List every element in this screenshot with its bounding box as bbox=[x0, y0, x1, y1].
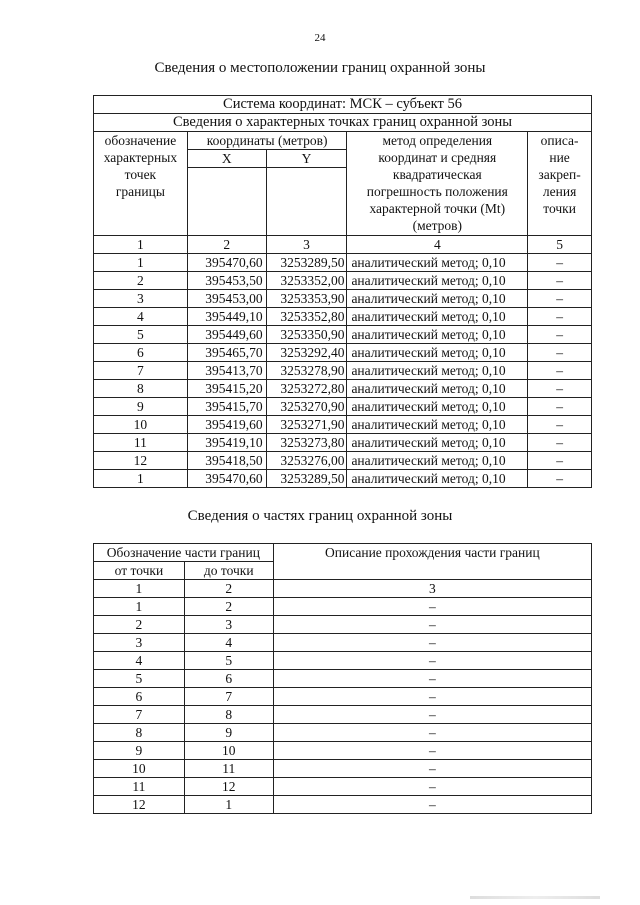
from-point: 5 bbox=[94, 670, 185, 688]
header-method-line: погрешность положения bbox=[366, 184, 508, 199]
point-number: 7 bbox=[94, 362, 188, 380]
point-number: 6 bbox=[94, 344, 188, 362]
table-row bbox=[94, 272, 592, 290]
header-description-line: закреп- bbox=[538, 167, 581, 182]
header-method-line: характерной точки (Mt) bbox=[369, 201, 506, 216]
point-number: 3 bbox=[94, 290, 188, 308]
point-number: 5 bbox=[94, 326, 188, 344]
point-description: – bbox=[528, 416, 592, 434]
page-number: 24 bbox=[314, 32, 326, 44]
method: аналитический метод; 0,10 bbox=[347, 434, 528, 452]
coord-y: 3253350,90 bbox=[266, 326, 347, 344]
coord-x: 395453,50 bbox=[187, 272, 266, 290]
coord-x: 395419,10 bbox=[187, 434, 266, 452]
part-description: – bbox=[273, 760, 591, 778]
column-number: 3 bbox=[273, 580, 591, 598]
coord-y: 3253270,90 bbox=[266, 398, 347, 416]
point-number: 1 bbox=[94, 470, 188, 488]
header-designation-line: обозначение bbox=[104, 133, 177, 148]
title-location: Сведения о местоположении границ охранной зоны bbox=[154, 60, 486, 76]
header-method-line: метод определения bbox=[382, 133, 493, 148]
method: аналитический метод; 0,10 bbox=[347, 452, 528, 470]
to-point: 9 bbox=[184, 724, 273, 742]
method: аналитический метод; 0,10 bbox=[347, 416, 528, 434]
header-part: Обозначение части границ bbox=[94, 544, 274, 562]
to-point: 10 bbox=[184, 742, 273, 760]
point-description: – bbox=[528, 272, 592, 290]
part-description: – bbox=[273, 706, 591, 724]
coord-y: 3253352,00 bbox=[266, 272, 347, 290]
header-method-line: координат и средняя bbox=[378, 150, 497, 165]
coordinate-system: Система координат: МСК – субъект 56 bbox=[94, 96, 592, 114]
from-point: 11 bbox=[94, 778, 185, 796]
to-point: 12 bbox=[184, 778, 273, 796]
point-number: 1 bbox=[94, 254, 188, 272]
point-description: – bbox=[528, 434, 592, 452]
from-point: 9 bbox=[94, 742, 185, 760]
coord-x: 395453,00 bbox=[187, 290, 266, 308]
table-row bbox=[94, 398, 592, 416]
table-row bbox=[94, 452, 592, 470]
header-designation bbox=[94, 132, 188, 236]
point-description: – bbox=[528, 344, 592, 362]
table-row bbox=[94, 778, 592, 796]
part-description: – bbox=[273, 724, 591, 742]
coord-y: 3253276,00 bbox=[266, 452, 347, 470]
column-number: 1 bbox=[94, 236, 188, 254]
coord-y: 3253289,50 bbox=[266, 254, 347, 272]
method: аналитический метод; 0,10 bbox=[347, 362, 528, 380]
coord-y: 3253272,80 bbox=[266, 380, 347, 398]
point-number: 4 bbox=[94, 308, 188, 326]
header-designation-line: границы bbox=[115, 184, 165, 199]
to-point: 11 bbox=[184, 760, 273, 778]
method: аналитический метод; 0,10 bbox=[347, 344, 528, 362]
header-method-line: квадратическая bbox=[392, 167, 482, 182]
coord-y: 3253292,40 bbox=[266, 344, 347, 362]
part-description: – bbox=[273, 634, 591, 652]
point-number: 9 bbox=[94, 398, 188, 416]
header-method bbox=[347, 132, 528, 236]
header-x-spacer bbox=[187, 168, 266, 236]
table-row bbox=[94, 760, 592, 778]
header-coordinates: координаты (метров) bbox=[187, 132, 347, 150]
table-row bbox=[94, 434, 592, 452]
to-point: 8 bbox=[184, 706, 273, 724]
table-row bbox=[94, 724, 592, 742]
method: аналитический метод; 0,10 bbox=[347, 254, 528, 272]
header-designation-line: точек bbox=[124, 167, 157, 182]
part-description: – bbox=[273, 670, 591, 688]
method: аналитический метод; 0,10 bbox=[347, 308, 528, 326]
from-point: 1 bbox=[94, 598, 185, 616]
header-method-line: (метров) bbox=[412, 218, 463, 233]
table-row bbox=[94, 416, 592, 434]
coord-y: 3253289,50 bbox=[266, 470, 347, 488]
part-description: – bbox=[273, 652, 591, 670]
part-description: – bbox=[273, 598, 591, 616]
table-row bbox=[94, 742, 592, 760]
part-description: – bbox=[273, 796, 591, 814]
point-number: 11 bbox=[94, 434, 188, 452]
point-description: – bbox=[528, 470, 592, 488]
coord-y: 3253271,90 bbox=[266, 416, 347, 434]
to-point: 7 bbox=[184, 688, 273, 706]
coord-x: 395413,70 bbox=[187, 362, 266, 380]
header-description-line: ления bbox=[542, 184, 577, 199]
coord-x: 395449,60 bbox=[187, 326, 266, 344]
coord-x: 395415,70 bbox=[187, 398, 266, 416]
point-description: – bbox=[528, 452, 592, 470]
points-subtitle: Сведения о характерных точках границ охранной зоны bbox=[94, 114, 592, 132]
table-row bbox=[94, 670, 592, 688]
coord-x: 395470,60 bbox=[187, 254, 266, 272]
column-number: 2 bbox=[187, 236, 266, 254]
point-description: – bbox=[528, 308, 592, 326]
table-row bbox=[94, 380, 592, 398]
method: аналитический метод; 0,10 bbox=[347, 470, 528, 488]
to-point: 6 bbox=[184, 670, 273, 688]
header-x: X bbox=[187, 150, 266, 168]
coord-x: 395465,70 bbox=[187, 344, 266, 362]
header-from-point: от точки bbox=[94, 562, 185, 580]
part-description: – bbox=[273, 616, 591, 634]
to-point: 3 bbox=[184, 616, 273, 634]
method: аналитический метод; 0,10 bbox=[347, 398, 528, 416]
table-row bbox=[94, 616, 592, 634]
method: аналитический метод; 0,10 bbox=[347, 290, 528, 308]
header-description-line: точки bbox=[543, 201, 576, 216]
from-point: 10 bbox=[94, 760, 185, 778]
header-y-spacer bbox=[266, 168, 347, 236]
header-part-description: Описание прохождения части границ bbox=[273, 544, 591, 580]
table-row bbox=[94, 706, 592, 724]
header-description-line: ние bbox=[549, 150, 570, 165]
header-description bbox=[528, 132, 592, 236]
table-row bbox=[94, 362, 592, 380]
from-point: 3 bbox=[94, 634, 185, 652]
column-number: 5 bbox=[528, 236, 592, 254]
point-number: 2 bbox=[94, 272, 188, 290]
coord-x: 395449,10 bbox=[187, 308, 266, 326]
table-row bbox=[94, 308, 592, 326]
point-description: – bbox=[528, 326, 592, 344]
part-description: – bbox=[273, 688, 591, 706]
point-description: – bbox=[528, 290, 592, 308]
column-number: 2 bbox=[184, 580, 273, 598]
to-point: 5 bbox=[184, 652, 273, 670]
coord-x: 395470,60 bbox=[187, 470, 266, 488]
table-row bbox=[94, 652, 592, 670]
coordinates-table bbox=[93, 95, 592, 488]
header-description-line: описа- bbox=[540, 133, 579, 148]
table-row bbox=[94, 470, 592, 488]
point-description: – bbox=[528, 398, 592, 416]
from-point: 8 bbox=[94, 724, 185, 742]
to-point: 2 bbox=[184, 598, 273, 616]
coord-x: 395418,50 bbox=[187, 452, 266, 470]
coord-x: 395419,60 bbox=[187, 416, 266, 434]
part-description: – bbox=[273, 778, 591, 796]
method: аналитический метод; 0,10 bbox=[347, 272, 528, 290]
table-row bbox=[94, 688, 592, 706]
column-number: 4 bbox=[347, 236, 528, 254]
header-designation-line: характерных bbox=[103, 150, 178, 165]
title-parts: Сведения о частях границ охранной зоны bbox=[187, 508, 453, 524]
from-point: 7 bbox=[94, 706, 185, 724]
from-point: 4 bbox=[94, 652, 185, 670]
to-point: 1 bbox=[184, 796, 273, 814]
header-to-point: до точки bbox=[184, 562, 273, 580]
scan-artifact bbox=[470, 896, 600, 899]
from-point: 12 bbox=[94, 796, 185, 814]
table-row bbox=[94, 796, 592, 814]
from-point: 6 bbox=[94, 688, 185, 706]
table-row bbox=[94, 598, 592, 616]
to-point: 4 bbox=[184, 634, 273, 652]
table-row bbox=[94, 634, 592, 652]
coord-x: 395415,20 bbox=[187, 380, 266, 398]
coord-y: 3253353,90 bbox=[266, 290, 347, 308]
coord-y: 3253273,80 bbox=[266, 434, 347, 452]
table-row bbox=[94, 290, 592, 308]
from-point: 2 bbox=[94, 616, 185, 634]
column-number: 3 bbox=[266, 236, 347, 254]
point-number: 10 bbox=[94, 416, 188, 434]
part-description: – bbox=[273, 742, 591, 760]
table-row bbox=[94, 254, 592, 272]
table-row bbox=[94, 344, 592, 362]
header-y: Y bbox=[266, 150, 347, 168]
point-description: – bbox=[528, 380, 592, 398]
coord-y: 3253278,90 bbox=[266, 362, 347, 380]
point-number: 8 bbox=[94, 380, 188, 398]
point-description: – bbox=[528, 362, 592, 380]
method: аналитический метод; 0,10 bbox=[347, 380, 528, 398]
point-number: 12 bbox=[94, 452, 188, 470]
point-description: – bbox=[528, 254, 592, 272]
coord-y: 3253352,80 bbox=[266, 308, 347, 326]
method: аналитический метод; 0,10 bbox=[347, 326, 528, 344]
column-number: 1 bbox=[94, 580, 185, 598]
parts-table bbox=[93, 543, 592, 814]
table-row bbox=[94, 326, 592, 344]
